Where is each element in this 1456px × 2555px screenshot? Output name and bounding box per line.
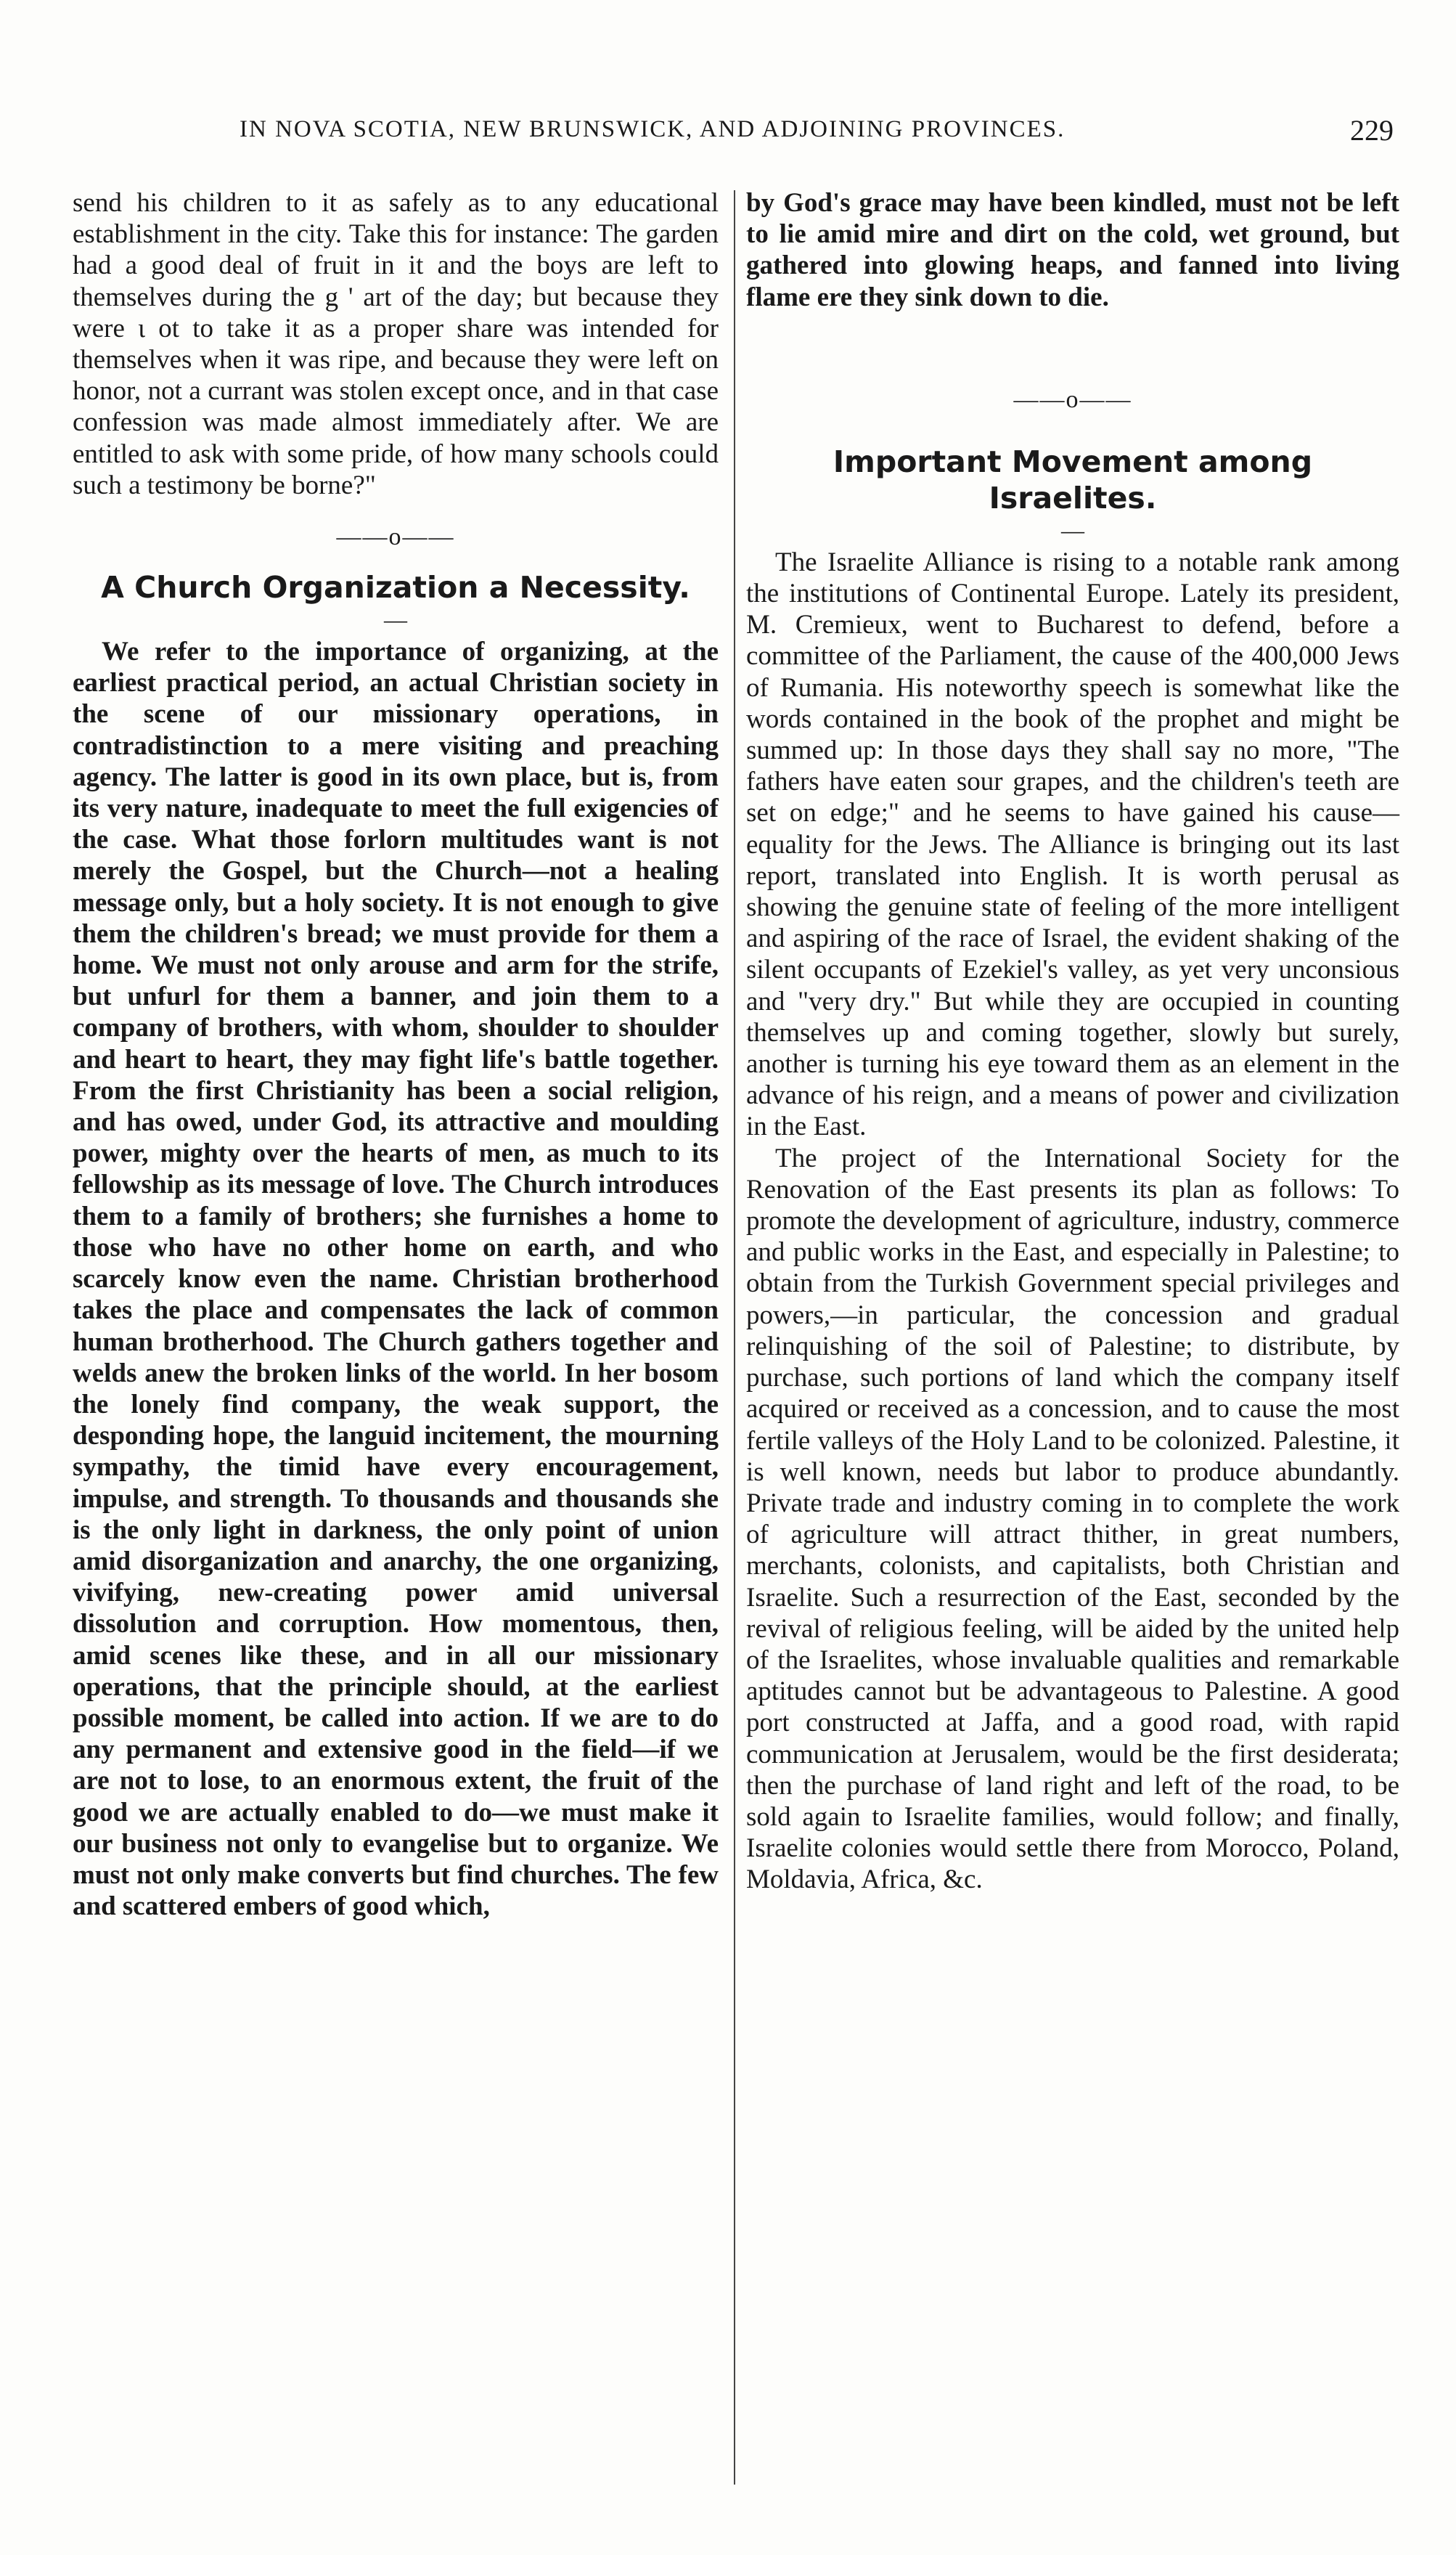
title-dash: — <box>384 606 407 633</box>
section-separator: ——o—— <box>336 523 455 551</box>
article-title-israelites: Important Movement among Israelites. <box>833 444 1313 516</box>
section-separator: ——o—— <box>1013 386 1132 413</box>
right-column <box>746 187 1399 1896</box>
article-title-church-organization: A Church Organization a Necessity. <box>101 570 690 606</box>
page-number: 229 <box>1350 114 1394 147</box>
israelites-paragraph-1: The Israelite Alliance is rising to a notable rank among the institutions of Continental Europe. Lately its president, M. Cremieux, went to Bucharest to defend, before a committee of the Parliament, the cause of the 400,000 Jews of Rumania. His noteworthy speech is somewhat like the words contained in the book of the prophet and might be summed up: In those days they shall say no more, "The fathers have eaten sour grapes, and the children's teeth are set on edge;" and he seems to have gained his cause—equality for the Jews. The Alliance is bringing out its last report, translated into English. It is worth perusal as showing the genuine state of feeling of the more intelligent and aspiring of the race of Israel, the evident shaking of the silent occupants of Ezekiel's valley, as yet very unconsious and "very dry." But while they are occupied in counting themselves up and coming together, slowly but surely, another is turning his eye toward them as an element in the advance of his reign, and a means of power and civilization in the East. <box>746 547 1399 1142</box>
left-column <box>73 187 719 1922</box>
title-dash: — <box>1061 516 1084 543</box>
article-body-church-organization: We refer to the importance of organizing, at the earliest practical period, an actual Christian society in the scene of our missionary operations, in contradistinction to a mere visiting and preaching agency. The latter is good in its own place, but is, from its very nature, inadequate to meet the full exigencies of the case. What those forlorn multitudes want is not merely the Gospel, but the Church—not a healing message only, but a holy society. It is not enough to give them the children's bread; we must provide for them a home. We must not only arouse and arm for the strife, but unfurl for them a banner, and join them to a company of brothers, with whom, shoulder to shoulder and heart to heart, they may fight life's battle together. From the first Christianity has been a social religion, and has owed, under God, its attractive and moulding power, mighty over the hearts of men, as much to its fellowship as its message of love. The Church introduces them to a family of brothers; she furnishes a home to those who have no other home on earth, and who scarcely know even the name. Christian brotherhood takes the place and compensates the lack of common human brotherhood. The Church gathers together and welds anew the broken links of the world. In her bosom the lonely find company, the weak support, the desponding hope, the languid incitement, the mourning sympathy, the timid have every encouragement, impulse, and strength. To thousands and thousands she is the only light in darkness, the only point of union amid disorganization and anarchy, the one organizing, vivifying, new-creating power amid universal dissolution and corruption. How momentous, then, amid scenes like these, and in all our missionary operations, that the principle should, at the earliest possible moment, be called into action. If we are to do any permanent and extensive good in the field—if we are not to lose, to an enormous extent, the fruit of the good we are actually enabled to do—we must make it our business not only to evangelise but to organize. We must not only make converts but find churches. The few and scattered embers of good which, <box>73 637 719 1922</box>
israelites-paragraph-2: The project of the International Society for the Renovation of the East presents its plan as follows: To promote the development of agriculture, industry, commerce and public works in the East, and especially in Palestine; to obtain from the Turkish Government special privileges and powers,—in particular, the concession and gradual relinquishing of the soil of Palestine; to distribute, by purchase, such portions of land which the company itself acquired or received as a concession, and to cause the most fertile valleys of the Holy Land to be colonized. Palestine, it is well known, needs but labor to produce abundantly. Private trade and industry coming in to complete the work of agriculture will attract thither, in great numbers, merchants, colonists, and capitalists, both Christian and Israelite. Such a resurrection of the East, seconded by the revival of religious feeling, will be aided by the united help of the Israelites, whose invaluable qualities and remarkable aptitudes cannot but be advantageous to Palestine. A good port constructed at Jaffa, and a good road, with rapid communication at Jerusalem, would be the first desiderata; then the purchase of land right and left of the road, to be sold again to Israelite families, would follow; and finally, Israelite colonies would settle there from Morocco, Poland, Moldavia, Africa, &c. <box>746 1143 1399 1895</box>
column-divider <box>734 190 735 2485</box>
continuation-paragraph: by God's grace may have been kindled, must not be left to lie amid mire and dirt on the cold, wet ground, but gathered into glowing heaps, and fanned into living flame ere they sink down to die. <box>746 188 1399 312</box>
intro-paragraph: send his children to it as safely as to any educational establishment in the city. Take this for instance: The garden had a good deal of fruit in it and the boys are left to themselves during the g ' art of the day; but because they were ι ot to take it as a proper share was intended for themselves when it was ripe, and because they were left on honor, not a currant was stolen except once, and in that case confession was made almost immediately after. We are entitled to ask with some pride, of how many schools could such a testimony be borne?" <box>73 188 719 500</box>
running-title: IN NOVA SCOTIA, NEW BRUNSWICK, AND ADJOINING PROVINCES. <box>240 116 1066 142</box>
page-header <box>73 116 1423 167</box>
